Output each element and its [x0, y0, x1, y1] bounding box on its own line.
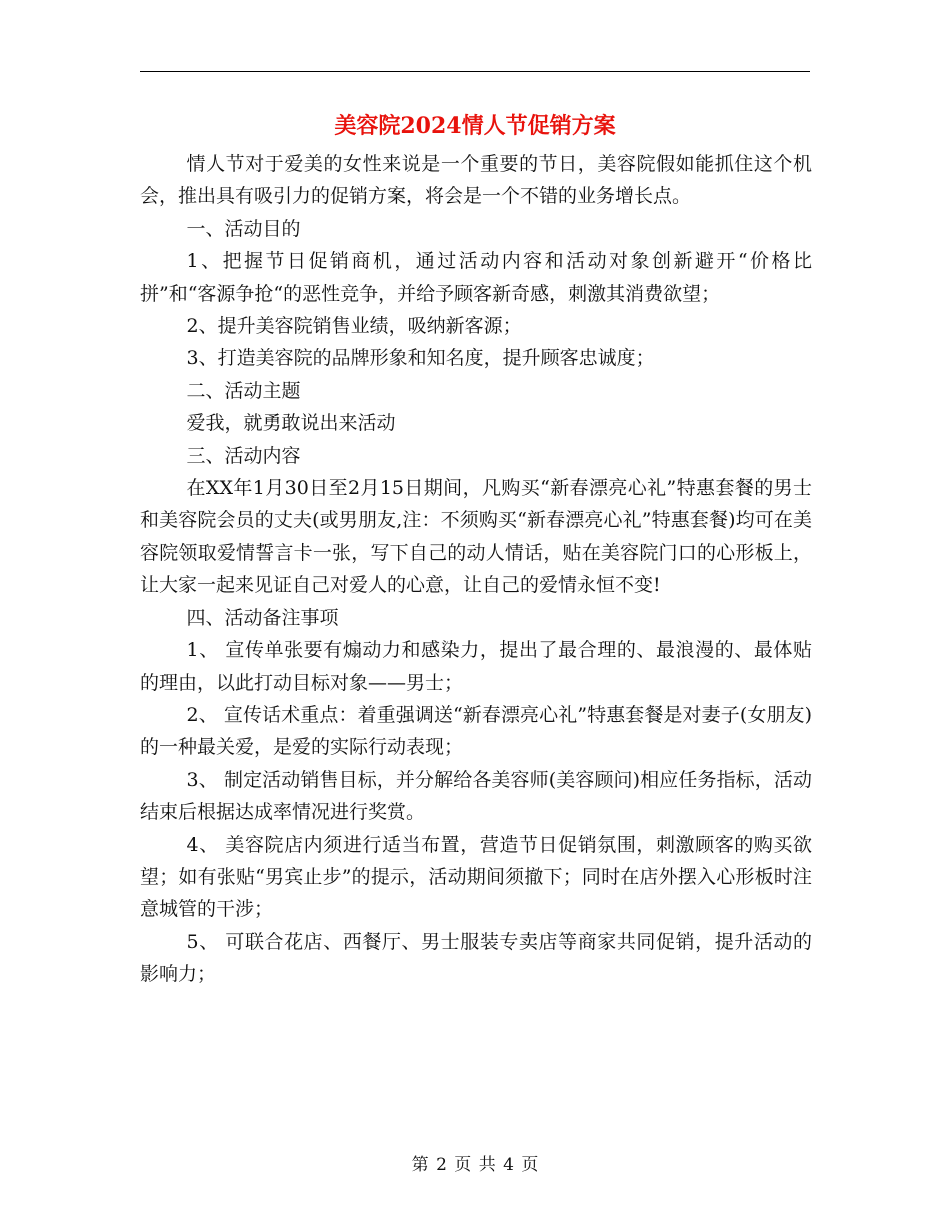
section-heading-theme: 二、活动主题	[186, 379, 301, 402]
purpose-item-2: 2、提升美容院销售业绩，吸纳新客源；	[186, 315, 522, 338]
theme-text: 爱我，就勇敢说出来活动	[186, 412, 396, 435]
content-paragraph: 在XX年1月30日至2月15日期间，凡购买“新春漂亮心礼”特惠套餐的男士和美容院会员的丈夫(或男朋友,注：不须购买“新春漂亮心礼”特惠套餐)均可在美容院领取爱情誓言卡一张，写下自己的动人情话，贴在美容院门口的心形板上，让大家一起来见证自己对爱人的心意，让自己的爱情永恒不变!	[140, 477, 812, 597]
document-title: 美容院2024情人节促销方案	[334, 113, 616, 139]
header-rule	[140, 71, 810, 72]
section-heading-purpose: 一、活动目的	[186, 217, 301, 240]
purpose-item-3: 3、打造美容院的品牌形象和知名度，提升顾客忠诚度；	[186, 347, 655, 370]
document-body	[140, 148, 812, 991]
intro-paragraph: 情人节对于爱美的女性来说是一个重要的节日，美容院假如能抓住这个机会，推出具有吸引力的促销方案，将会是一个不错的业务增长点。	[140, 153, 812, 208]
section-heading-content: 三、活动内容	[186, 444, 301, 467]
purpose-item-1: 1、把握节日促销商机，通过活动内容和活动对象创新避开“价格比拼”和“客源争抢“的恶性竞争，并给予顾客新奇感，刺激其消费欲望；	[140, 250, 812, 305]
notes-item-4: 4、 美容院店内须进行适当布置，营造节日促销氛围，刺激顾客的购买欲望；如有张贴“男宾止步”的提示，活动期间须撤下；同时在店外摆入心形板时注意城管的干涉；	[140, 833, 812, 921]
notes-item-1: 1、 宣传单张要有煽动力和感染力，提出了最合理的、最浪漫的、最体贴的理由，以此打动目标对象——男士；	[140, 639, 812, 694]
notes-item-5: 5、 可联合花店、西餐厅、男士服装专卖店等商家共同促销，提升活动的影响力；	[140, 930, 812, 986]
page-number: 第 2 页 共 4 页	[411, 1155, 539, 1175]
section-heading-notes: 四、活动备注事项	[186, 606, 339, 629]
notes-item-3: 3、 制定活动销售目标，并分解给各美容师(美容顾问)相应任务指标，活动结束后根据达成率情况进行奖赏。	[140, 768, 812, 824]
notes-item-2: 2、 宣传话术重点：着重强调送“新春漂亮心礼”特惠套餐是对妻子(女朋友)的一种最关爱，是爱的实际行动表现；	[140, 703, 812, 759]
